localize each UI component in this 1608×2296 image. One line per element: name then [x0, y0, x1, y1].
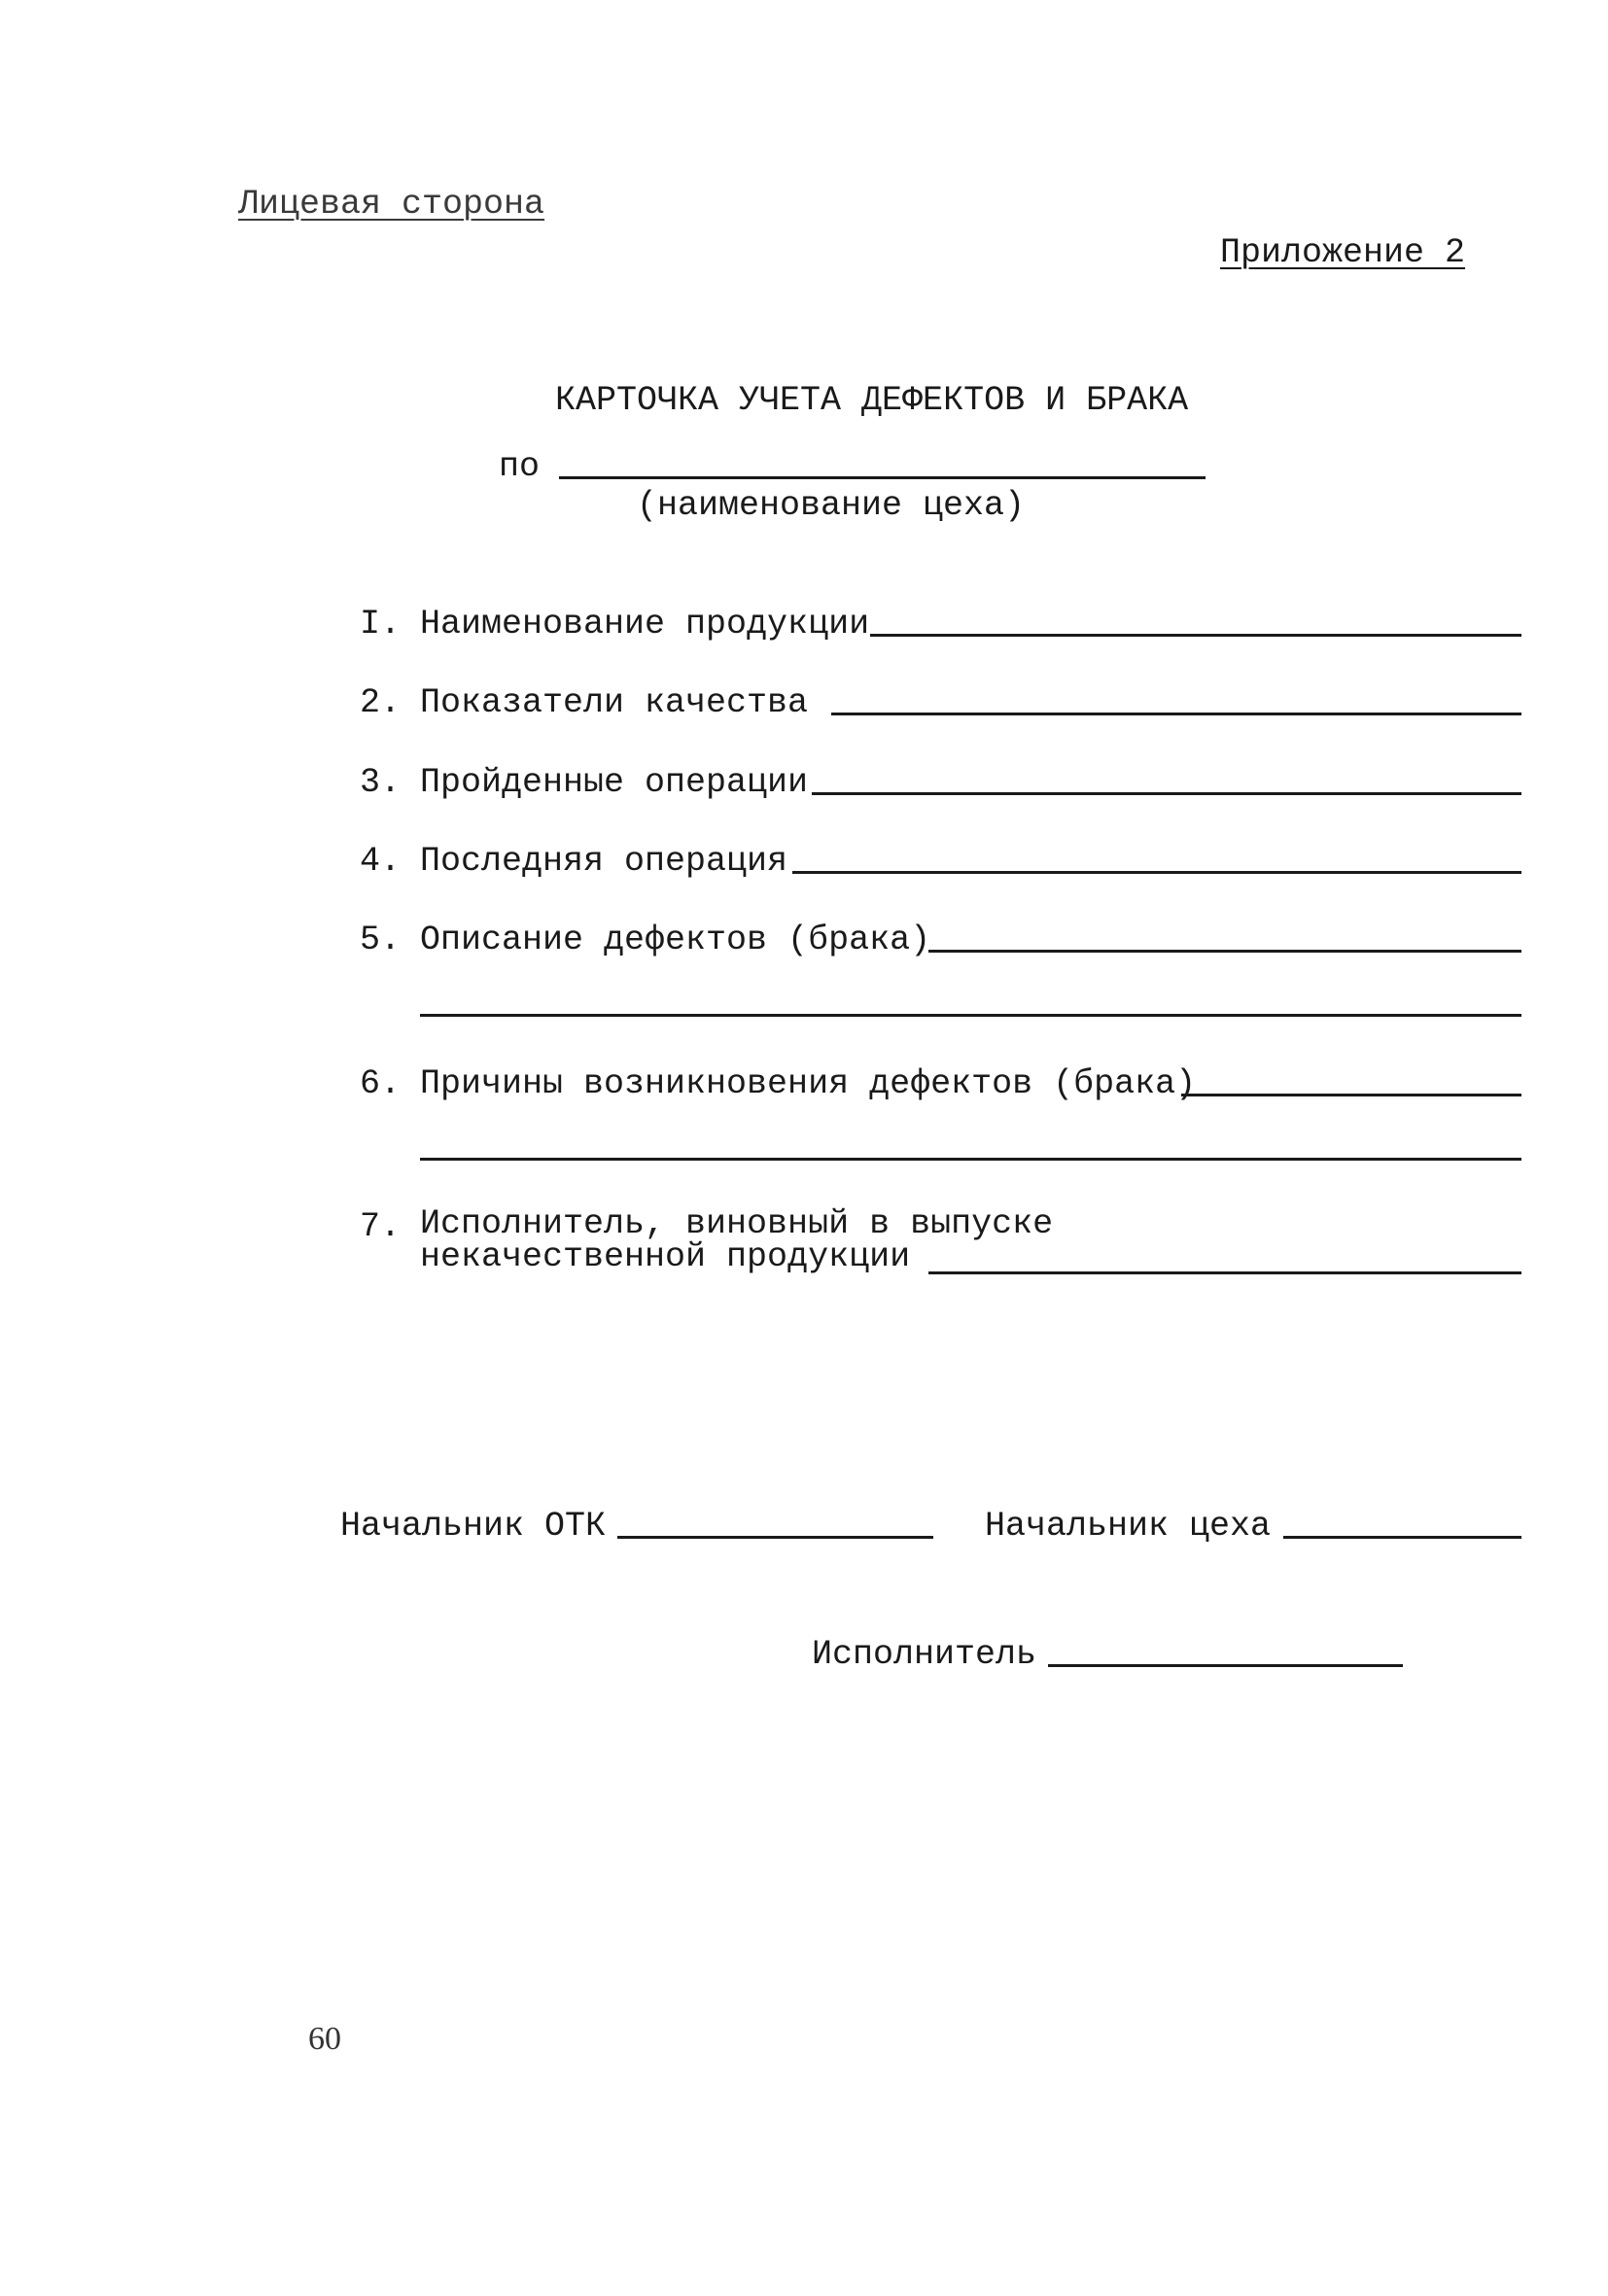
workshop-name-field[interactable]: [559, 476, 1206, 479]
item-number: 4.: [360, 842, 402, 881]
responsible-executor-field[interactable]: [928, 1271, 1521, 1274]
item-label: Описание дефектов (брака): [420, 921, 931, 959]
otk-chief-signature-field[interactable]: [617, 1536, 933, 1539]
item-label-continued: некачественной продукции: [420, 1237, 911, 1276]
item-number: 6.: [360, 1064, 402, 1103]
item-number: 7.: [360, 1207, 402, 1246]
shop-chief-signature-field[interactable]: [1283, 1536, 1521, 1539]
appendix-label: Приложение 2: [1220, 233, 1466, 272]
item-number: I.: [360, 605, 402, 644]
product-name-field[interactable]: [870, 634, 1521, 637]
shop-chief-label: Начальник цеха: [985, 1507, 1272, 1546]
card-title: КАРТОЧКА УЧЕТА ДЕФЕКТОВ И БРАКА: [555, 381, 1189, 420]
defects-causes-field[interactable]: [1181, 1094, 1521, 1096]
item-label: Пройденные операции: [420, 763, 809, 802]
last-operation-field[interactable]: [792, 871, 1521, 874]
defects-causes-field-continued[interactable]: [420, 1158, 1521, 1161]
item-number: 2.: [360, 683, 402, 722]
executor-label: Исполнитель: [812, 1635, 1037, 1674]
item-label: Исполнитель, виновный в выпуске: [420, 1204, 1054, 1243]
side-label: Лицевая сторона: [238, 185, 545, 224]
item-label: Последняя операция: [420, 842, 788, 881]
defects-description-field-continued[interactable]: [420, 1014, 1521, 1017]
workshop-caption: (наименование цеха): [637, 486, 1026, 525]
page-number: 60: [308, 2021, 341, 2057]
item-number: 5.: [360, 921, 402, 959]
workshop-prefix: по: [499, 447, 541, 486]
otk-chief-label: Начальник ОТК: [340, 1507, 607, 1546]
executor-signature-field[interactable]: [1048, 1664, 1403, 1667]
item-label: Показатели качества: [420, 683, 809, 722]
defects-description-field[interactable]: [928, 950, 1521, 953]
passed-operations-field[interactable]: [812, 792, 1521, 795]
item-label: Причины возникновения дефектов (брака): [420, 1064, 1197, 1103]
quality-indicators-field[interactable]: [831, 713, 1521, 715]
item-label: Наименование продукции: [420, 605, 870, 644]
item-number: 3.: [360, 763, 402, 802]
